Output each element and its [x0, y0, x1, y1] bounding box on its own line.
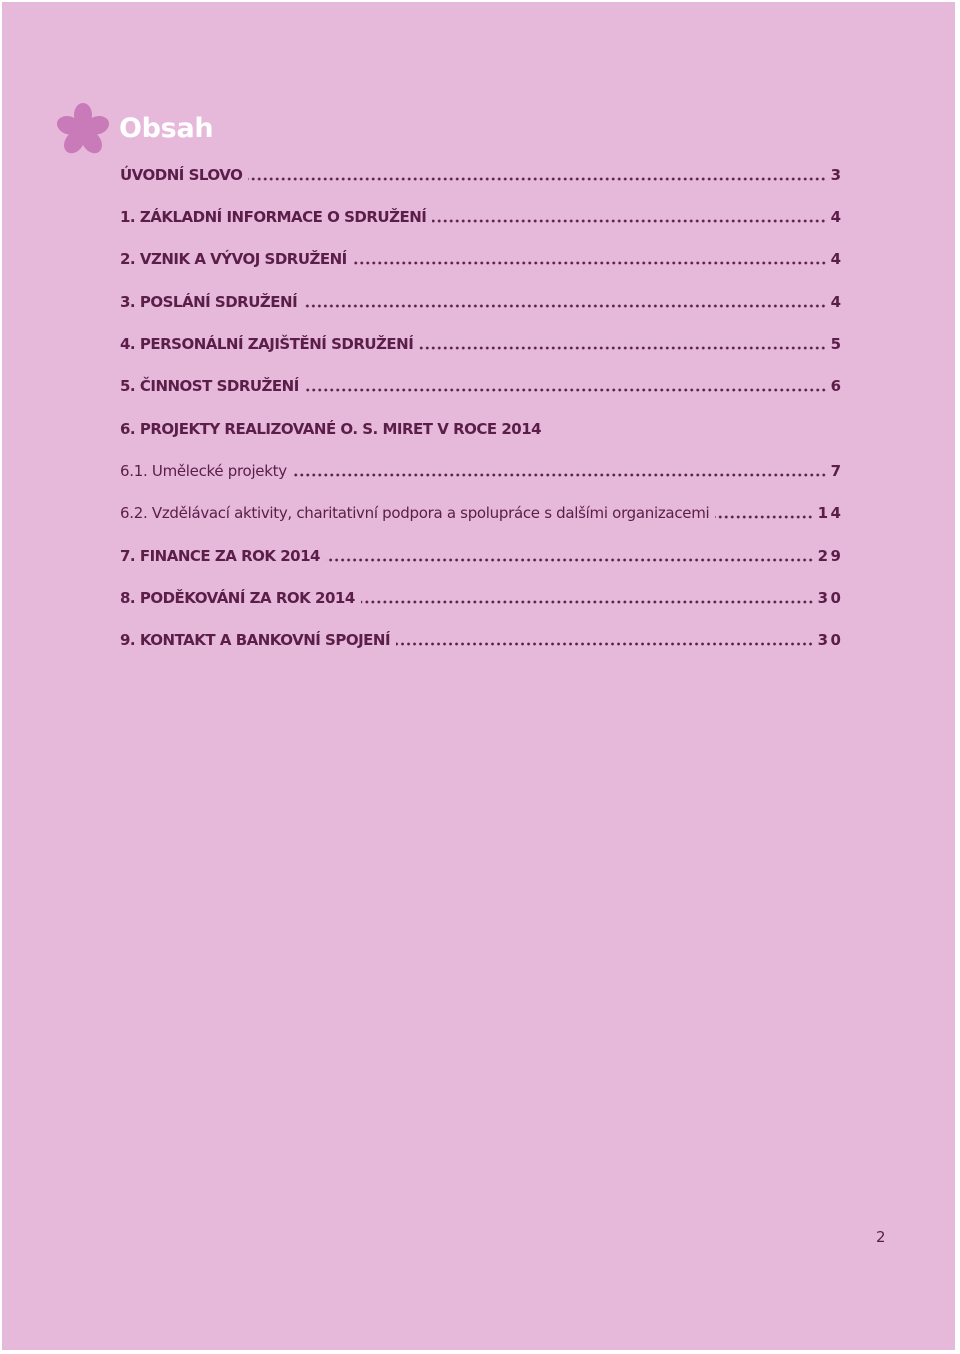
dot-leader — [353, 261, 827, 265]
toc-entry-label: ÚVODNÍ SLOVO — [120, 166, 243, 184]
toc-entry-page: 7 — [830, 462, 844, 480]
toc-entry-uvodni-slovo[interactable] — [120, 160, 844, 190]
toc-entry-page: 5 — [830, 335, 844, 353]
document-page — [2, 2, 955, 1350]
toc-entry-label: 8. PODĚKOVÁNÍ ZA ROK 2014 — [120, 589, 355, 607]
toc-entry-page: 4 — [830, 293, 844, 311]
toc-entry-projekty[interactable] — [120, 414, 841, 444]
toc-entry-kontakt[interactable] — [120, 625, 844, 655]
toc-entry-page: 14 — [817, 504, 844, 522]
dot-leader — [305, 388, 827, 392]
toc-entry-page: 4 — [830, 208, 844, 226]
dot-leader — [293, 473, 827, 477]
dot-leader — [248, 177, 826, 181]
toc-entry-page: 4 — [830, 250, 844, 268]
toc-entry-poslani[interactable] — [120, 287, 844, 317]
toc-entry-page: 30 — [817, 589, 844, 607]
dot-leader — [303, 304, 826, 308]
toc-entry-label: 6.1. Umělecké projekty — [120, 462, 287, 480]
toc-entry-cinnost[interactable] — [120, 371, 844, 401]
toc-entry-finance[interactable] — [120, 541, 844, 571]
toc-entry-page: 6 — [830, 377, 844, 395]
toc-entry-vznik-a-vyvoj[interactable] — [120, 244, 844, 274]
flower-icon — [54, 102, 112, 158]
page-title: Obsah — [119, 113, 214, 144]
toc-entry-label: 7. FINANCE ZA ROK 2014 — [120, 547, 320, 565]
toc-entry-vzdelavaci-aktivity[interactable] — [120, 498, 844, 528]
toc-entry-label: 3. POSLÁNÍ SDRUŽENÍ — [120, 293, 298, 311]
toc-entry-label: 9. KONTAKT A BANKOVNÍ SPOJENÍ — [120, 631, 391, 649]
toc-entry-page: 29 — [817, 547, 844, 565]
dot-leader — [326, 558, 814, 562]
toc-entry-label: 1. ZÁKLADNÍ INFORMACE O SDRUŽENÍ — [120, 208, 427, 226]
page-number: 2 — [876, 1228, 886, 1246]
dot-leader — [396, 642, 814, 646]
toc-entry-label: 5. ČINNOST SDRUŽENÍ — [120, 377, 299, 395]
toc-entry-page: 3 — [830, 166, 844, 184]
dot-leader — [361, 600, 814, 604]
toc-entry-label: 4. PERSONÁLNÍ ZAJIŠTĚNÍ SDRUŽENÍ — [120, 335, 414, 353]
toc-entry-umelecke-projekty[interactable] — [120, 456, 844, 486]
dot-leader — [715, 515, 813, 519]
dot-leader — [419, 346, 826, 350]
dot-leader — [432, 219, 826, 223]
toc-entry-label: 6. PROJEKTY REALIZOVANÉ O. S. MIRET V ROCE 2014 — [120, 420, 542, 438]
toc-entry-podekovani[interactable] — [120, 583, 844, 613]
toc-entry-personalni-zajisteni[interactable] — [120, 329, 844, 359]
toc-entry-zakladni-informace[interactable] — [120, 202, 844, 232]
toc-entry-label: 2. VZNIK A VÝVOJ SDRUŽENÍ — [120, 250, 347, 268]
toc-entry-label: 6.2. Vzdělávací aktivity, charitativní podpora a spolupráce s dalšími organizacemi — [120, 504, 710, 522]
toc-entry-page: 30 — [817, 631, 844, 649]
